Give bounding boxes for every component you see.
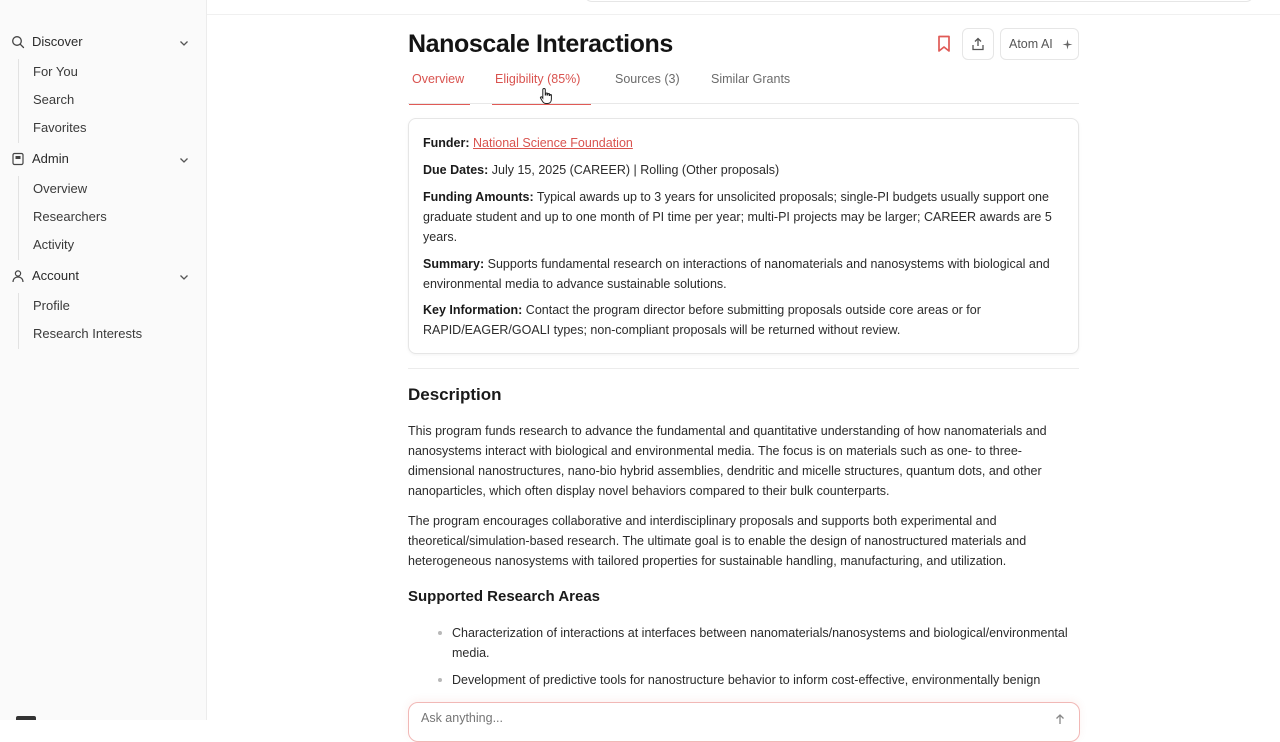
bookmark-button[interactable] (932, 28, 956, 60)
funding-amounts-label: Funding Amounts: (423, 190, 534, 204)
header-divider (207, 14, 1280, 15)
corner-mark (16, 716, 36, 720)
nav-tree-line (18, 293, 19, 349)
sparkle-icon (1062, 39, 1073, 50)
key-information-value: Contact the program director before submitting proposals outside core areas or for RAPID/EAGER/GOALI types; non-compliant proposals will be returned without review. (423, 303, 981, 337)
due-dates-row (423, 160, 1068, 180)
due-dates-label: Due Dates: (423, 163, 489, 177)
nav-group-label: Account (32, 268, 79, 283)
tab-label: Overview (412, 72, 465, 86)
funder-label: Funder: (423, 136, 470, 150)
page-title: Nanoscale Interactions (408, 30, 673, 58)
tabs-divider (408, 103, 1079, 104)
tab-overview[interactable] (409, 71, 470, 104)
share-button[interactable] (962, 28, 994, 60)
tab-label: Eligibility (85%) (495, 72, 581, 86)
due-dates-value: July 15, 2025 (CAREER) | Rolling (Other proposals) (491, 163, 780, 177)
key-information-row (423, 300, 1068, 340)
ask-box (408, 702, 1080, 742)
description-paragraph-1: This program funds research to advance the fundamental and quantitative understanding of how nanomaterials and nanosystems interact with biological and environmental media. The focus is on materials such as one- to three-dimensional nanostructures, nano-bio hybrid assemblies, dendritic and micelle structures, quantum dots, and other nanoparticles, which often display novel behaviors compared to their bulk counterparts. (408, 424, 1047, 498)
funder-row (423, 133, 1068, 153)
research-area-item: Development of predictive tools for nanostructure behavior to inform cost-effective, environmentally benign (452, 673, 1041, 687)
book-icon (11, 152, 25, 166)
nav-tree-line (18, 176, 19, 260)
tab-sources[interactable] (615, 71, 687, 104)
nav-group-admin-header[interactable] (0, 148, 207, 172)
ask-input[interactable] (421, 711, 1021, 725)
sidebar-item-research-interests[interactable]: Research Interests (33, 326, 143, 341)
atom-ai-button[interactable] (1000, 28, 1079, 60)
summary-label: Summary: (423, 257, 485, 271)
send-arrow-icon[interactable] (1054, 713, 1066, 725)
summary-value: Supports fundamental research on interactions of nanomaterials and nanosystems with biological and environmental media to advance sustainable solutions. (423, 257, 1050, 291)
list-bullet (438, 678, 446, 686)
sidebar-item-for-you[interactable]: For You (33, 64, 78, 79)
top-search-bar[interactable] (584, 0, 1254, 2)
search-icon (11, 35, 25, 49)
tab-label: Similar Grants (711, 72, 791, 86)
user-icon (11, 269, 25, 283)
sidebar-item-overview[interactable]: Overview (33, 181, 88, 196)
section-divider (408, 368, 1079, 369)
summary-card (408, 118, 1079, 354)
nav-group-label: Discover (32, 34, 83, 49)
summary-row (423, 254, 1068, 294)
nav-group-account-header[interactable] (0, 265, 207, 289)
chevron-down-icon[interactable] (178, 37, 190, 49)
sidebar-item-profile[interactable]: Profile (33, 298, 70, 313)
sidebar-item-activity[interactable]: Activity (33, 237, 75, 252)
key-information-label: Key Information: (423, 303, 523, 317)
tab-label: Sources (3) (615, 72, 680, 86)
description-heading: Description (408, 385, 502, 404)
nav-group-label: Admin (32, 151, 69, 166)
share-icon (971, 37, 985, 51)
nav-tree-line (18, 59, 19, 143)
chevron-down-icon[interactable] (178, 271, 190, 283)
funding-amounts-row (423, 187, 1068, 247)
sidebar-item-search[interactable]: Search (33, 92, 75, 107)
funder-link[interactable]: National Science Foundation (473, 136, 633, 150)
research-areas-heading: Supported Research Areas (408, 588, 601, 605)
atom-ai-label: Atom AI (1009, 37, 1053, 51)
sidebar (0, 0, 207, 720)
nav-group-discover-header[interactable] (0, 31, 207, 55)
list-bullet (438, 631, 446, 639)
research-area-item: Characterization of interactions at interfaces between nanomaterials/nanosystems and biological/environmental media. (452, 626, 1068, 660)
chevron-down-icon[interactable] (178, 154, 190, 166)
funding-amounts-value: Typical awards up to 3 years for unsolicited proposals; single-PI budgets usually support one graduate student and up to one month of PI time per year; multi-PI projects may be larger; CAREER awards are 5 years. (423, 190, 1052, 244)
sidebar-item-favorites[interactable]: Favorites (33, 120, 87, 135)
tab-similar-grants[interactable] (711, 71, 801, 104)
sidebar-item-researchers[interactable]: Researchers (33, 209, 107, 224)
bookmark-icon (936, 35, 952, 53)
hand-cursor-icon (539, 87, 553, 105)
description-paragraph-2: The program encourages collaborative and interdisciplinary proposals and supports both experimental and theoretical/simulation-based research. The ultimate goal is to enable the design of nanostructured materials and heterogeneous nanosystems with tailored properties for sustainable handling, manufacturing, and utilization. (408, 514, 1027, 568)
